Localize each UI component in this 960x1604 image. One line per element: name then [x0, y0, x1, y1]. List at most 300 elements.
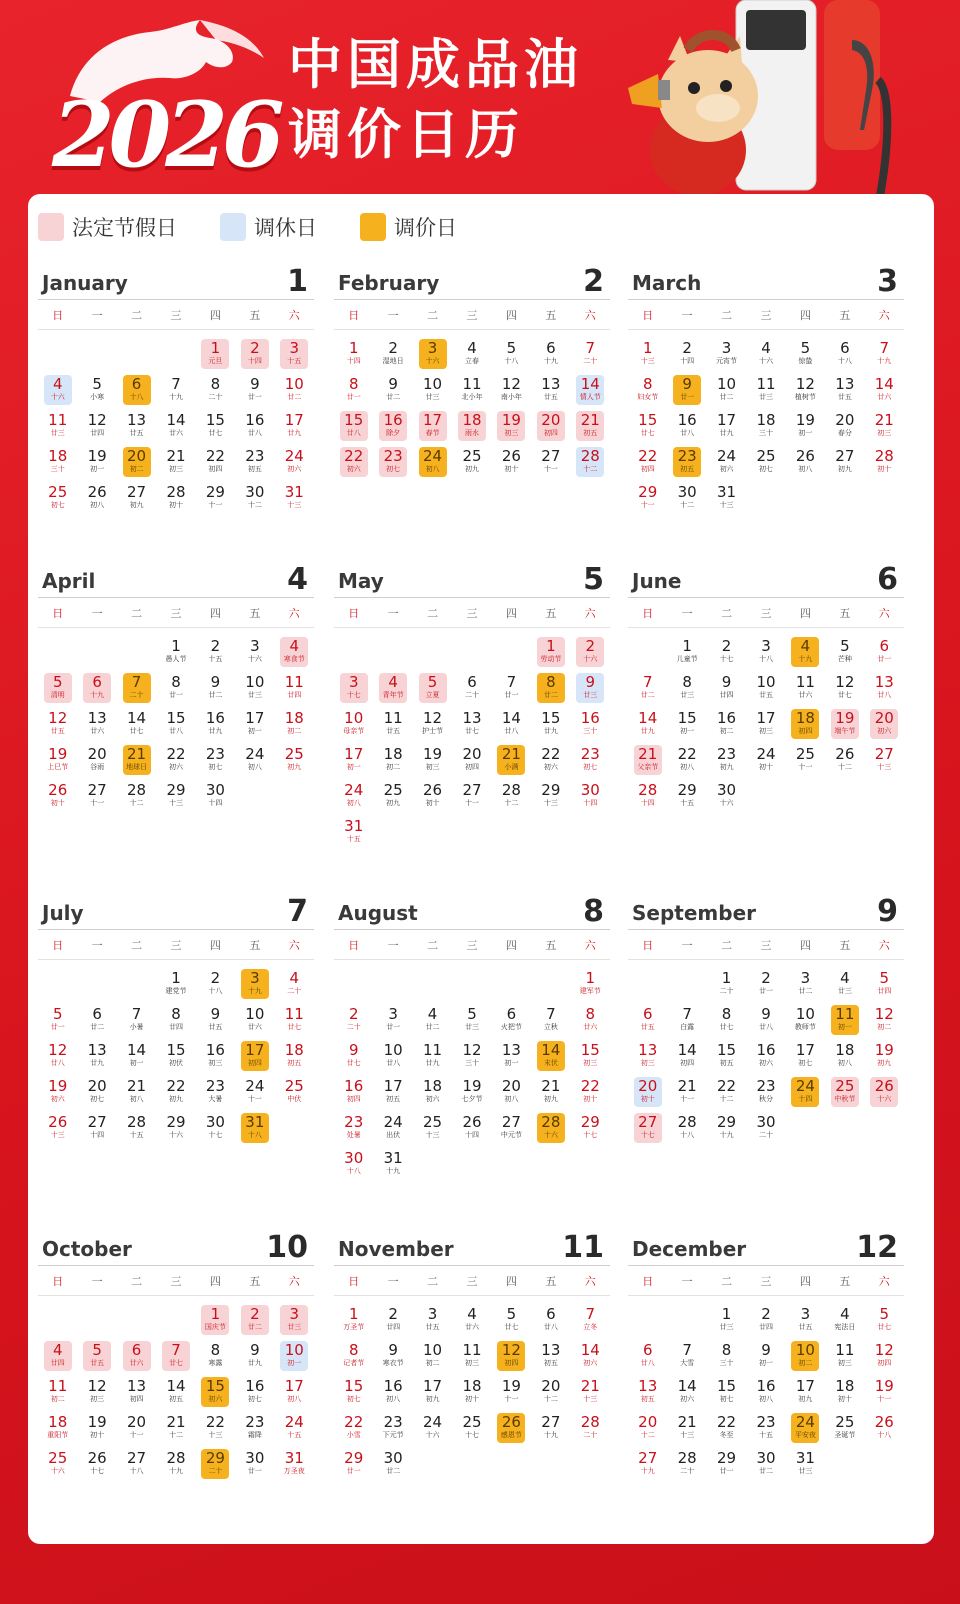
day-cell	[275, 1304, 314, 1340]
lunar-date: 十七	[640, 1131, 655, 1139]
empty-cell	[156, 1304, 195, 1340]
day-number: 28	[166, 1449, 186, 1467]
day-cell	[825, 1004, 864, 1040]
day-number: 18	[795, 709, 815, 727]
lunar-date: 初三	[504, 429, 519, 437]
day-cell	[38, 446, 77, 482]
weekday-label: 四	[799, 938, 811, 952]
lunar-date: 十二	[129, 799, 144, 807]
empty-cell	[667, 1304, 706, 1340]
day-number: 25	[423, 1113, 443, 1131]
day-cell	[413, 1340, 452, 1376]
day-cell	[156, 1448, 195, 1484]
lunar-date: 十八	[877, 1431, 892, 1439]
day-number: 20	[638, 1413, 658, 1431]
day-number: 20	[501, 1077, 521, 1095]
day-number: 2	[250, 1305, 260, 1323]
day-number: 1	[721, 969, 732, 987]
day-cell	[825, 636, 864, 672]
day-cell	[667, 338, 706, 374]
lunar-date: 初六	[168, 763, 183, 771]
day-number: 20	[541, 411, 561, 429]
day-number: 24	[756, 745, 776, 763]
lunar-date: 廿三	[758, 393, 773, 401]
day-number: 3	[427, 339, 438, 357]
lunar-date: 中伏	[287, 1095, 302, 1103]
lunar-date: 廿七	[719, 1023, 734, 1031]
month-number: 10	[266, 1230, 308, 1265]
weekday-label: 四	[209, 308, 221, 322]
day-cell	[196, 780, 235, 816]
day-number: 15	[717, 1041, 737, 1059]
day-number: 20	[874, 709, 894, 727]
day-cell	[196, 1412, 235, 1448]
day-cell	[373, 410, 412, 446]
day-number: 15	[638, 411, 658, 429]
day-number: 7	[642, 673, 653, 691]
day-cell	[156, 1112, 195, 1148]
day-cell	[38, 1040, 77, 1076]
lunar-date: 廿九	[640, 727, 655, 735]
weekday-label: 三	[760, 1274, 772, 1288]
day-number: 1	[682, 637, 692, 655]
day-cell	[275, 1448, 314, 1484]
lunar-date: 十九	[168, 393, 183, 401]
lunar-date: 出伏	[386, 1131, 401, 1139]
lunar-date: 十八	[247, 1131, 262, 1139]
month-june	[628, 562, 904, 816]
lunar-date: 初三	[464, 1359, 479, 1367]
day-cell	[235, 1448, 274, 1484]
day-number: 28	[580, 1413, 600, 1431]
lunar-date: 三十	[758, 429, 773, 437]
day-number: 29	[205, 483, 225, 501]
lunar-date: 廿二	[719, 393, 734, 401]
day-cell	[492, 1412, 531, 1448]
lunar-date: 初七	[583, 763, 598, 771]
day-number: 22	[205, 1413, 225, 1431]
lunar-date: 廿五	[386, 727, 401, 735]
lunar-date: 初七	[346, 1395, 361, 1403]
day-cell	[38, 1376, 77, 1412]
lunar-date: 初六	[425, 1095, 440, 1103]
day-number: 9	[721, 673, 732, 691]
lunar-date: 北小年	[461, 393, 483, 401]
day-cell	[707, 1304, 746, 1340]
weekday-label: 五	[545, 938, 557, 952]
day-cell	[373, 1112, 412, 1148]
day-cell	[373, 1448, 412, 1484]
day-cell	[825, 1340, 864, 1376]
lunar-date: 廿九	[247, 1359, 262, 1367]
lunar-date: 立秋	[543, 1023, 558, 1031]
weekday-header	[38, 1266, 314, 1296]
month-number: 6	[877, 562, 898, 597]
month-september	[628, 894, 904, 1148]
day-number: 29	[580, 1113, 600, 1131]
day-number: 3	[348, 673, 359, 691]
day-cell	[156, 672, 195, 708]
day-number: 22	[717, 1413, 737, 1431]
lunar-date: 三十	[583, 727, 598, 735]
day-cell	[334, 708, 373, 744]
day-number: 15	[166, 1041, 186, 1059]
lunar-date: 初九	[543, 1095, 558, 1103]
lunar-date: 春分	[837, 429, 852, 437]
day-number: 18	[835, 1377, 855, 1395]
day-cell	[413, 338, 452, 374]
day-number: 16	[756, 1041, 776, 1059]
lunar-date: 廿六	[798, 691, 813, 699]
day-cell	[334, 1076, 373, 1112]
day-number: 15	[205, 411, 225, 429]
day-cell	[156, 1376, 195, 1412]
lunar-date: 初一	[758, 1359, 773, 1367]
day-cell	[156, 1076, 195, 1112]
lunar-date: 冬至	[719, 1431, 734, 1439]
empty-cell	[77, 1304, 116, 1340]
day-cell	[746, 1412, 785, 1448]
lunar-date: 小雪	[346, 1431, 361, 1439]
day-cell	[117, 1340, 156, 1376]
weekday-label: 一	[681, 938, 693, 952]
day-cell	[413, 744, 452, 780]
day-cell	[275, 636, 314, 672]
lunar-date: 二十	[583, 357, 598, 365]
day-number: 31	[284, 1449, 304, 1467]
lunar-date: 廿八	[758, 1023, 773, 1031]
day-cell	[531, 1112, 570, 1148]
weekday-label: 一	[91, 606, 103, 620]
day-cell	[117, 1112, 156, 1148]
day-cell	[235, 374, 274, 410]
lunar-date: 廿七	[208, 429, 223, 437]
lunar-date: 廿一	[168, 691, 183, 699]
lunar-date: 廿二	[543, 691, 558, 699]
day-cell	[413, 410, 452, 446]
lunar-date: 廿一	[758, 987, 773, 995]
lunar-date: 十五	[758, 1431, 773, 1439]
day-cell	[373, 744, 412, 780]
day-number: 3	[761, 637, 771, 655]
lunar-date: 初八	[680, 763, 695, 771]
day-number: 27	[462, 781, 482, 799]
lunar-date: 初三	[208, 1059, 223, 1067]
day-cell	[452, 338, 491, 374]
day-number: 23	[205, 1077, 225, 1095]
day-number: 10	[284, 375, 304, 393]
lunar-date: 十一	[247, 1095, 262, 1103]
lunar-date: 廿七	[287, 1023, 302, 1031]
weekday-label: 三	[466, 308, 478, 322]
lunar-date: 二十	[346, 1023, 361, 1031]
lunar-date: 上巳节	[47, 763, 69, 771]
weekday-label: 五	[545, 1274, 557, 1288]
day-number: 7	[879, 339, 890, 357]
day-number: 10	[756, 673, 776, 691]
empty-cell	[373, 968, 412, 1004]
weekday-header	[628, 1266, 904, 1296]
lunar-date: 廿八	[346, 429, 361, 437]
lunar-date: 建党节	[165, 987, 187, 995]
lunar-date: 廿一	[247, 1467, 262, 1475]
day-cell	[628, 374, 667, 410]
day-cell	[667, 672, 706, 708]
day-cell	[196, 1304, 235, 1340]
day-number: 27	[541, 447, 561, 465]
day-cell	[452, 1040, 491, 1076]
day-number: 8	[546, 673, 556, 691]
day-number: 13	[87, 709, 107, 727]
day-cell	[571, 968, 610, 1004]
lunar-date: 廿八	[168, 727, 183, 735]
day-cell	[531, 1304, 570, 1340]
day-number: 25	[284, 745, 304, 763]
lunar-date: 初三	[640, 1059, 655, 1067]
day-grid	[334, 636, 610, 852]
lunar-date: 十三	[680, 1431, 695, 1439]
lunar-date: 十二	[543, 1395, 558, 1403]
day-number: 11	[284, 1005, 304, 1023]
lunar-date: 初八	[287, 1395, 302, 1403]
lunar-date: 初五	[247, 465, 262, 473]
lunar-date: 廿七	[129, 727, 144, 735]
day-cell	[275, 708, 314, 744]
empty-cell	[492, 968, 531, 1004]
day-number: 28	[501, 781, 521, 799]
lunar-date: 初九	[719, 763, 734, 771]
lunar-date: 初十	[583, 1095, 598, 1103]
day-number: 18	[462, 411, 482, 429]
weekday-label: 一	[91, 938, 103, 952]
day-number: 4	[761, 339, 771, 357]
day-cell	[235, 1004, 274, 1040]
day-cell	[373, 780, 412, 816]
day-number: 30	[344, 1149, 364, 1167]
day-cell	[786, 672, 825, 708]
day-number: 12	[835, 673, 855, 691]
day-number: 13	[638, 1041, 658, 1059]
day-number: 19	[874, 1041, 894, 1059]
lunar-date: 廿七	[346, 1059, 361, 1067]
day-number: 5	[879, 969, 890, 987]
empty-cell	[373, 636, 412, 672]
day-cell	[825, 1412, 864, 1448]
empty-cell	[531, 968, 570, 1004]
lunar-date: 十三	[287, 501, 302, 509]
lunar-date: 十八	[208, 987, 223, 995]
day-number: 3	[800, 1305, 811, 1323]
lunar-date: 初十	[50, 799, 65, 807]
calendar-card	[28, 194, 934, 1544]
lunar-date: 廿三	[583, 691, 598, 699]
day-cell	[275, 968, 314, 1004]
day-number: 20	[87, 1077, 107, 1095]
day-cell	[786, 446, 825, 482]
day-number: 21	[677, 1413, 697, 1431]
lunar-date: 初六	[208, 1395, 223, 1403]
lunar-date: 初八	[346, 799, 361, 807]
day-cell	[571, 672, 610, 708]
lunar-date: 十四	[464, 1131, 479, 1139]
day-cell	[571, 1376, 610, 1412]
day-number: 11	[48, 411, 68, 429]
weekday-label: 六	[584, 938, 596, 952]
day-cell	[628, 446, 667, 482]
lunar-date: 小暑	[129, 1023, 144, 1031]
day-number: 16	[344, 1077, 364, 1095]
day-number: 8	[348, 375, 359, 393]
day-cell	[373, 1376, 412, 1412]
day-number: 2	[682, 339, 692, 357]
lunar-date: 初八	[758, 1395, 773, 1403]
day-cell	[196, 1076, 235, 1112]
day-cell	[235, 1412, 274, 1448]
day-cell	[865, 1076, 904, 1112]
day-number: 7	[585, 1305, 596, 1323]
weekday-label: 一	[681, 308, 693, 322]
lunar-date: 初六	[346, 465, 361, 473]
lunar-date: 初七	[208, 763, 223, 771]
day-number: 14	[541, 1041, 561, 1059]
lunar-date: 初九	[425, 1395, 440, 1403]
day-number: 30	[580, 781, 600, 799]
day-cell	[373, 374, 412, 410]
lunar-date: 十一	[129, 1431, 144, 1439]
day-cell	[571, 636, 610, 672]
day-number: 25	[795, 745, 815, 763]
lunar-date: 初一	[90, 465, 105, 473]
lunar-date: 廿六	[583, 1023, 598, 1031]
day-cell	[746, 968, 785, 1004]
lunar-date: 万圣夜	[283, 1467, 305, 1475]
day-cell	[531, 1004, 570, 1040]
day-cell	[531, 1340, 570, 1376]
day-cell	[117, 410, 156, 446]
lunar-date: 初七	[247, 1395, 262, 1403]
day-number: 13	[874, 673, 894, 691]
day-cell	[156, 446, 195, 482]
day-number: 20	[127, 447, 147, 465]
empty-cell	[334, 636, 373, 672]
lunar-date: 十九	[877, 357, 892, 365]
day-number: 4	[289, 637, 300, 655]
month-name: November	[338, 1237, 454, 1261]
lunar-date: 十三	[877, 763, 892, 771]
day-cell	[531, 410, 570, 446]
day-number: 13	[638, 1377, 658, 1395]
lunar-date: 十一	[680, 1095, 695, 1103]
day-cell	[38, 410, 77, 446]
day-cell	[825, 446, 864, 482]
weekday-header	[628, 300, 904, 330]
lunar-date: 初三	[168, 465, 183, 473]
lunar-date: 初四	[504, 1359, 519, 1367]
day-number: 21	[166, 1413, 186, 1431]
day-cell	[373, 1040, 412, 1076]
day-cell	[825, 338, 864, 374]
day-cell	[492, 672, 531, 708]
day-cell	[707, 482, 746, 518]
day-number: 5	[506, 339, 517, 357]
day-number: 28	[874, 447, 894, 465]
day-number: 21	[501, 745, 521, 763]
lunar-date: 十四	[90, 1131, 105, 1139]
lunar-date: 十七	[719, 655, 734, 663]
month-april	[38, 562, 314, 816]
day-cell	[452, 744, 491, 780]
lunar-date: 十四	[346, 357, 361, 365]
day-cell	[77, 482, 116, 518]
lunar-date: 十五	[287, 1431, 302, 1439]
day-number: 20	[87, 745, 107, 763]
day-cell	[786, 410, 825, 446]
lunar-date: 初二	[719, 727, 734, 735]
day-number: 29	[638, 483, 658, 501]
lunar-date: 初九	[129, 501, 144, 509]
day-cell	[571, 338, 610, 374]
lunar-date: 十二	[719, 1095, 734, 1103]
weekday-label: 六	[584, 1274, 596, 1288]
day-cell	[156, 1412, 195, 1448]
lunar-date: 清明	[50, 691, 65, 699]
day-number: 19	[795, 411, 815, 429]
day-cell	[235, 1076, 274, 1112]
lunar-date: 初十	[425, 799, 440, 807]
lunar-date: 十三	[719, 501, 734, 509]
lunar-date: 湿地日	[382, 357, 404, 365]
day-number: 21	[127, 745, 147, 763]
lunar-date: 廿三	[680, 691, 695, 699]
empty-cell	[38, 338, 77, 374]
day-cell	[492, 744, 531, 780]
day-number: 4	[52, 1341, 63, 1359]
day-number: 8	[585, 1005, 596, 1023]
month-header	[628, 1230, 904, 1266]
legend-label-holiday: 法定节假日	[72, 216, 177, 240]
month-july	[38, 894, 314, 1148]
day-cell	[235, 1112, 274, 1148]
day-grid	[628, 636, 904, 816]
weekday-label: 一	[91, 308, 103, 322]
day-cell	[628, 1004, 667, 1040]
day-number: 25	[462, 447, 482, 465]
day-number: 7	[131, 673, 142, 691]
day-cell	[117, 1004, 156, 1040]
day-cell	[707, 374, 746, 410]
day-number: 5	[800, 339, 811, 357]
lunar-date: 廿三	[247, 691, 262, 699]
day-number: 15	[205, 1377, 225, 1395]
day-number: 7	[546, 1005, 556, 1023]
day-number: 26	[87, 483, 107, 501]
lunar-date: 万圣节	[343, 1323, 365, 1331]
lunar-date: 初十	[168, 501, 183, 509]
weekday-label: 日	[52, 308, 64, 322]
weekday-label: 三	[466, 1274, 478, 1288]
weekday-label: 日	[348, 938, 360, 952]
day-number: 1	[721, 1305, 732, 1323]
day-number: 6	[642, 1341, 653, 1359]
day-cell	[38, 1340, 77, 1376]
month-header	[38, 562, 314, 598]
day-number: 15	[344, 1377, 364, 1395]
lunar-date: 初三	[90, 1395, 105, 1403]
day-cell	[38, 482, 77, 518]
day-cell	[786, 1376, 825, 1412]
lunar-date: 十九	[247, 987, 262, 995]
day-cell	[531, 374, 570, 410]
